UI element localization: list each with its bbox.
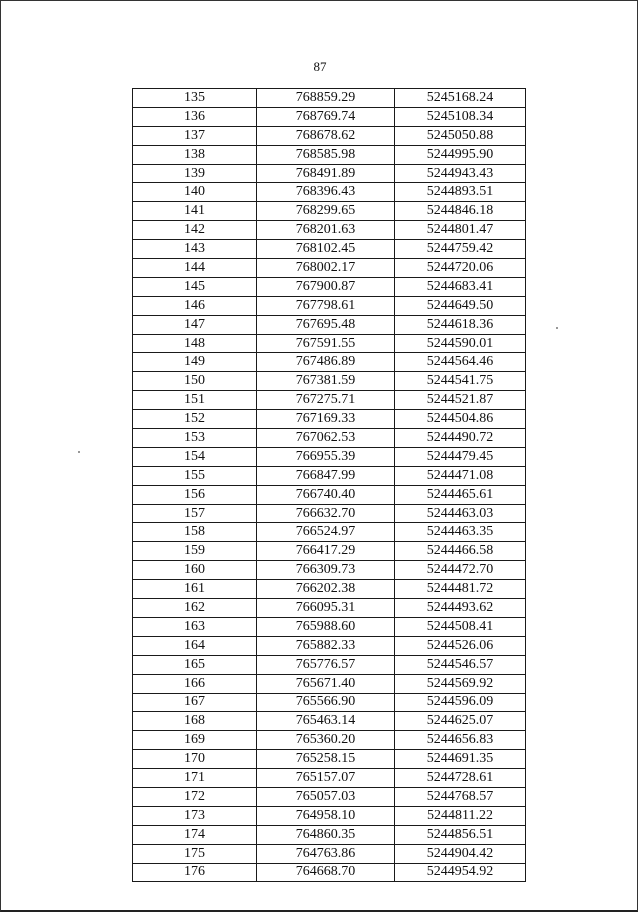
point-number-cell: 137 [133, 126, 257, 145]
point-number-cell: 174 [133, 825, 257, 844]
y-coordinate-cell: 5244759.42 [395, 240, 526, 259]
x-coordinate-cell: 768201.63 [257, 221, 395, 240]
y-coordinate-cell: 5244463.03 [395, 504, 526, 523]
y-coordinate-cell: 5244590.01 [395, 334, 526, 353]
table-row [133, 89, 526, 108]
x-coordinate-cell: 764668.70 [257, 863, 395, 882]
y-coordinate-cell: 5245108.34 [395, 107, 526, 126]
y-coordinate-cell: 5244995.90 [395, 145, 526, 164]
y-coordinate-cell: 5244569.92 [395, 674, 526, 693]
x-coordinate-cell: 766309.73 [257, 561, 395, 580]
table-row [133, 523, 526, 542]
x-coordinate-cell: 767486.89 [257, 353, 395, 372]
point-number-cell: 168 [133, 712, 257, 731]
x-coordinate-cell: 767275.71 [257, 391, 395, 410]
point-number-cell: 148 [133, 334, 257, 353]
y-coordinate-cell: 5244811.22 [395, 806, 526, 825]
point-number-cell: 154 [133, 447, 257, 466]
point-number-cell: 147 [133, 315, 257, 334]
point-number-cell: 162 [133, 599, 257, 618]
table-row [133, 126, 526, 145]
x-coordinate-cell: 767591.55 [257, 334, 395, 353]
table-row [133, 277, 526, 296]
x-coordinate-cell: 765463.14 [257, 712, 395, 731]
point-number-cell: 153 [133, 429, 257, 448]
x-coordinate-cell: 767900.87 [257, 277, 395, 296]
point-number-cell: 175 [133, 844, 257, 863]
y-coordinate-cell: 5244856.51 [395, 825, 526, 844]
x-coordinate-cell: 764958.10 [257, 806, 395, 825]
point-number-cell: 166 [133, 674, 257, 693]
table-row [133, 693, 526, 712]
table-row [133, 202, 526, 221]
x-coordinate-cell: 765776.57 [257, 655, 395, 674]
table-row [133, 164, 526, 183]
point-number-cell: 169 [133, 731, 257, 750]
table-row [133, 636, 526, 655]
table-row [133, 617, 526, 636]
point-number-cell: 138 [133, 145, 257, 164]
y-coordinate-cell: 5244683.41 [395, 277, 526, 296]
table-row [133, 183, 526, 202]
x-coordinate-cell: 766417.29 [257, 542, 395, 561]
table-row [133, 825, 526, 844]
x-coordinate-cell: 767169.33 [257, 410, 395, 429]
x-coordinate-cell: 768769.74 [257, 107, 395, 126]
y-coordinate-cell: 5244471.08 [395, 466, 526, 485]
x-coordinate-cell: 767695.48 [257, 315, 395, 334]
point-number-cell: 139 [133, 164, 257, 183]
point-number-cell: 143 [133, 240, 257, 259]
table-row [133, 863, 526, 882]
y-coordinate-cell: 5244720.06 [395, 259, 526, 278]
table-row [133, 221, 526, 240]
table-row [133, 145, 526, 164]
x-coordinate-cell: 764763.86 [257, 844, 395, 863]
point-number-cell: 157 [133, 504, 257, 523]
y-coordinate-cell: 5244954.92 [395, 863, 526, 882]
y-coordinate-cell: 5244656.83 [395, 731, 526, 750]
point-number-cell: 150 [133, 372, 257, 391]
table-row [133, 787, 526, 806]
x-coordinate-cell: 768859.29 [257, 89, 395, 108]
table-row [133, 504, 526, 523]
point-number-cell: 167 [133, 693, 257, 712]
point-number-cell: 171 [133, 769, 257, 788]
y-coordinate-cell: 5244504.86 [395, 410, 526, 429]
point-number-cell: 163 [133, 617, 257, 636]
table-row [133, 107, 526, 126]
x-coordinate-cell: 766524.97 [257, 523, 395, 542]
x-coordinate-cell: 766632.70 [257, 504, 395, 523]
point-number-cell: 155 [133, 466, 257, 485]
point-number-cell: 160 [133, 561, 257, 580]
x-coordinate-cell: 768491.89 [257, 164, 395, 183]
table-row [133, 391, 526, 410]
y-coordinate-cell: 5244649.50 [395, 296, 526, 315]
point-number-cell: 149 [133, 353, 257, 372]
point-number-cell: 156 [133, 485, 257, 504]
y-coordinate-cell: 5244691.35 [395, 750, 526, 769]
table-row [133, 655, 526, 674]
x-coordinate-cell: 768678.62 [257, 126, 395, 145]
point-number-cell: 165 [133, 655, 257, 674]
point-number-cell: 164 [133, 636, 257, 655]
x-coordinate-cell: 768396.43 [257, 183, 395, 202]
point-number-cell: 140 [133, 183, 257, 202]
point-number-cell: 145 [133, 277, 257, 296]
scan-speck [78, 451, 80, 453]
table-row [133, 353, 526, 372]
x-coordinate-cell: 765258.15 [257, 750, 395, 769]
y-coordinate-cell: 5244481.72 [395, 580, 526, 599]
y-coordinate-cell: 5244490.72 [395, 429, 526, 448]
y-coordinate-cell: 5244728.61 [395, 769, 526, 788]
y-coordinate-cell: 5244508.41 [395, 617, 526, 636]
table-row [133, 806, 526, 825]
coordinates-table-body [133, 89, 526, 882]
table-row [133, 712, 526, 731]
y-coordinate-cell: 5244904.42 [395, 844, 526, 863]
y-coordinate-cell: 5244463.35 [395, 523, 526, 542]
table-row [133, 750, 526, 769]
x-coordinate-cell: 765882.33 [257, 636, 395, 655]
table-row [133, 334, 526, 353]
y-coordinate-cell: 5244546.57 [395, 655, 526, 674]
table-row [133, 466, 526, 485]
y-coordinate-cell: 5244466.58 [395, 542, 526, 561]
y-coordinate-cell: 5244625.07 [395, 712, 526, 731]
table-row [133, 410, 526, 429]
x-coordinate-cell: 768585.98 [257, 145, 395, 164]
y-coordinate-cell: 5244493.62 [395, 599, 526, 618]
x-coordinate-cell: 766095.31 [257, 599, 395, 618]
point-number-cell: 142 [133, 221, 257, 240]
table-row [133, 485, 526, 504]
x-coordinate-cell: 765360.20 [257, 731, 395, 750]
x-coordinate-cell: 767798.61 [257, 296, 395, 315]
y-coordinate-cell: 5244768.57 [395, 787, 526, 806]
point-number-cell: 144 [133, 259, 257, 278]
table-row [133, 580, 526, 599]
y-coordinate-cell: 5244801.47 [395, 221, 526, 240]
table-row [133, 372, 526, 391]
x-coordinate-cell: 766740.40 [257, 485, 395, 504]
page-number: 87 [313, 59, 327, 74]
y-coordinate-cell: 5244846.18 [395, 202, 526, 221]
y-coordinate-cell: 5244465.61 [395, 485, 526, 504]
x-coordinate-cell: 768102.45 [257, 240, 395, 259]
y-coordinate-cell: 5244541.75 [395, 372, 526, 391]
x-coordinate-cell: 765157.07 [257, 769, 395, 788]
table-row [133, 844, 526, 863]
x-coordinate-cell: 768299.65 [257, 202, 395, 221]
y-coordinate-cell: 5245168.24 [395, 89, 526, 108]
y-coordinate-cell: 5244618.36 [395, 315, 526, 334]
x-coordinate-cell: 765057.03 [257, 787, 395, 806]
point-number-cell: 141 [133, 202, 257, 221]
table-row [133, 731, 526, 750]
y-coordinate-cell: 5245050.88 [395, 126, 526, 145]
point-number-cell: 161 [133, 580, 257, 599]
y-coordinate-cell: 5244596.09 [395, 693, 526, 712]
y-coordinate-cell: 5244943.43 [395, 164, 526, 183]
y-coordinate-cell: 5244479.45 [395, 447, 526, 466]
x-coordinate-cell: 767381.59 [257, 372, 395, 391]
y-coordinate-cell: 5244526.06 [395, 636, 526, 655]
y-coordinate-cell: 5244564.46 [395, 353, 526, 372]
table-row [133, 240, 526, 259]
x-coordinate-cell: 765988.60 [257, 617, 395, 636]
table-row [133, 447, 526, 466]
point-number-cell: 170 [133, 750, 257, 769]
scan-speck [556, 327, 558, 329]
y-coordinate-cell: 5244521.87 [395, 391, 526, 410]
x-coordinate-cell: 766202.38 [257, 580, 395, 599]
y-coordinate-cell: 5244893.51 [395, 183, 526, 202]
point-number-cell: 146 [133, 296, 257, 315]
point-number-cell: 136 [133, 107, 257, 126]
table-row [133, 561, 526, 580]
point-number-cell: 172 [133, 787, 257, 806]
x-coordinate-cell: 765566.90 [257, 693, 395, 712]
table-row [133, 315, 526, 334]
table-row [133, 674, 526, 693]
x-coordinate-cell: 766955.39 [257, 447, 395, 466]
x-coordinate-cell: 765671.40 [257, 674, 395, 693]
table-row [133, 429, 526, 448]
coordinates-table [132, 88, 526, 882]
x-coordinate-cell: 767062.53 [257, 429, 395, 448]
point-number-cell: 158 [133, 523, 257, 542]
point-number-cell: 159 [133, 542, 257, 561]
point-number-cell: 173 [133, 806, 257, 825]
table-row [133, 769, 526, 788]
y-coordinate-cell: 5244472.70 [395, 561, 526, 580]
x-coordinate-cell: 766847.99 [257, 466, 395, 485]
table-row [133, 599, 526, 618]
table-row [133, 542, 526, 561]
point-number-cell: 151 [133, 391, 257, 410]
table-row [133, 296, 526, 315]
table-row [133, 259, 526, 278]
x-coordinate-cell: 764860.35 [257, 825, 395, 844]
point-number-cell: 152 [133, 410, 257, 429]
point-number-cell: 135 [133, 89, 257, 108]
point-number-cell: 176 [133, 863, 257, 882]
x-coordinate-cell: 768002.17 [257, 259, 395, 278]
